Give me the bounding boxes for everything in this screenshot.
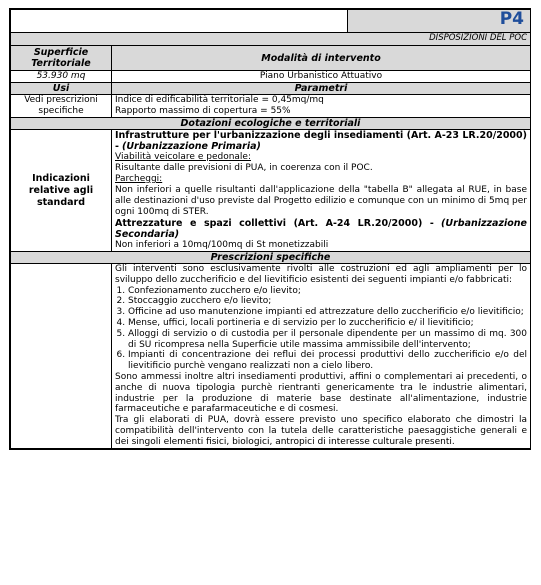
indicazioni-content [112,130,531,252]
modalita-header: Modalità di intervento [112,46,531,71]
prescrizioni-row [11,264,531,449]
modalita-value: Piano Urbanistico Attuativo [112,71,531,83]
poc-table [10,9,531,449]
presc-item: 4. Mense, uffici, locali portineria e di servizio per lo zuccherificio e/ il lievitificio; [128,318,527,329]
area-code: P4 [499,9,524,29]
presc-item: 6. Impianti di concentrazione dei reflui dei processi produttivi dello zuccherificio e/o del lievitificio purchè vengano realizzati non a cielo libero. [128,350,527,372]
superficie-value-row [11,71,531,83]
section-row [11,33,531,46]
usi-value-row [11,95,531,118]
attrezz-text: Non inferiori a 10mq/100mq di St monetizzabili [115,240,329,250]
superficie-header: Superficie Territoriale [11,46,112,71]
superficie-value: 53.930 mq [11,71,112,83]
code-cell [348,10,531,33]
section-cell [11,33,531,46]
prescrizioni-content [112,264,531,449]
superficie-header-row [11,46,531,71]
usi-value: Vedi prescrizioni specifiche [11,95,112,118]
usi-header-row [11,83,531,95]
presc-item: 3. Officine ad uso manutenzione impianti ed attrezzature dello zuccherificio e/o lievitificio; [128,307,527,318]
param-copertura: Rapporto massimo di copertura = 55% [115,106,291,116]
presc-item: 2. Stoccaggio zucchero e/o lievito; [128,296,527,307]
poc-sheet [9,8,531,450]
infra-title: Infrastrutture per l'urbanizzazione degli insediamenti (Art. A-23 LR.20/2000) - [115,130,527,152]
attrezz-sub: (Urbanizzazione Secondaria) [115,218,527,240]
infra-sub: (Urbanizzazione Primaria) [121,141,261,152]
parcheggi-text: Non inferiori a quelle risultanti dall'applicazione della "tabella B" allegata al RUE, in base alle destinazioni d'uso previste dal Progetto edilizio e comunque con un minimo di 5mq per ogni 100mq di STER. [115,185,527,217]
presc-item: 1. Confezionamento zucchero e/o lievito; [128,286,527,297]
indicazioni-label: Indicazioni relative agli standard [11,130,112,252]
prescrizioni-title: Prescrizioni specifiche [11,252,531,264]
header-row [11,10,531,33]
parcheggi-label: Parcheggi: [115,174,163,184]
parametri-values [112,95,531,118]
presc-list [115,286,527,372]
attrezz-title: Attrezzature e spazi collettivi (Art. A-24 LR.20/2000) - [115,218,434,229]
dotazioni-row [11,118,531,130]
presc-para2: Sono ammessi inoltre altri insediamenti produttivi, affini o complementari ai precedenti, o anche di nuova tipologia purchè rientranti genericamente tra le industrie alimentari, industrie per la produzione di materie base destinate all'alimentazione, industrie farmaceutiche e parafarmaceutiche e di cosmesi. [115,371,527,415]
usi-header: Usi [11,83,112,95]
prescrizioni-header-row [11,252,531,264]
prescrizioni-blank [11,264,112,449]
param-indice: Indice di edificabilità territoriale = 0,45mq/mq [115,95,324,105]
presc-intro: Gli interventi sono esclusivamente rivolti alle costruzioni ed agli ampliamenti per lo sviluppo dello zuccherificio e del lievitificio esistenti dei seguenti impianti e/o fabbricati: [115,264,527,285]
header-blank [11,10,348,33]
section-title: DISPOSIZIONI DEL POC [429,33,527,43]
presc-item: 5. Alloggi di servizio o di custodia per il personale dipendente per un massimo di mq. 300 di SU ricompresa nella Superficie utile massima ammissibile dell'intervento; [128,329,527,351]
dotazioni-title: Dotazioni ecologiche e territoriali [11,118,531,130]
viabilita-text: Risultante dalle previsioni di PUA, in coerenza con il POC. [115,163,373,173]
presc-para3: Tra gli elaborati di PUA, dovrà essere previsto uno specifico elaborato che dimostri la compatibilità dell'intervento con la tutela delle caratteristiche paesaggistiche generali e dei singoli elementi fisici, biologici, antropici di interesse culturale presenti. [115,415,527,447]
indicazioni-row [11,130,531,252]
viabilita-label: Viabilità veicolare e pedonale: [115,152,251,162]
parametri-header: Parametri [112,83,531,95]
